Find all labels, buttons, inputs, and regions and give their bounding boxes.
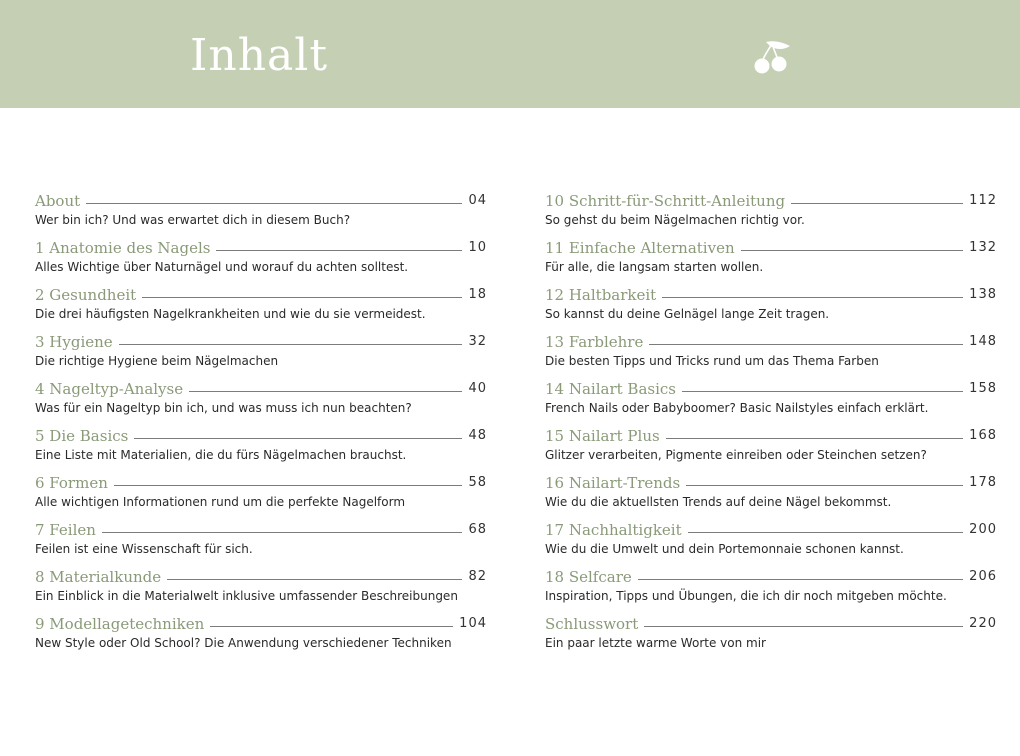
toc-entry-title: 10 Schritt-für-Schritt-Anleitung: [545, 192, 786, 210]
toc-entry-description: Ein paar letzte warme Worte von mir: [545, 636, 766, 650]
toc-entry-title: 3 Hygiene: [35, 333, 113, 351]
toc-entry-description: So kannst du deine Gelnägel lange Zeit tragen.: [545, 307, 830, 321]
toc-entry-about[interactable]: [35, 189, 487, 236]
toc-entry-title: Schlusswort: [545, 615, 639, 633]
toc-entry-description: Wie du die Umwelt und dein Portemonnaie schonen kannst.: [545, 542, 904, 556]
toc-entry-title: 9 Modellagetechniken: [35, 615, 205, 633]
toc-entry-title: 5 Die Basics: [35, 427, 129, 445]
toc-entry-9[interactable]: [35, 612, 487, 659]
toc-entry-page: 68: [468, 522, 487, 537]
leader-line: [102, 532, 463, 533]
toc-entry-title: 2 Gesundheit: [35, 286, 137, 304]
toc-entry-11[interactable]: [545, 236, 997, 283]
toc-entry-8[interactable]: [35, 565, 487, 612]
leader-line: [167, 579, 462, 580]
toc-entry-description: Alle wichtigen Informationen rund um die perfekte Nagelform: [35, 495, 406, 509]
leader-line: [644, 626, 963, 627]
toc-entry-page: 138: [969, 287, 997, 302]
toc-entry-page: 82: [468, 569, 487, 584]
toc-entry-description: New Style oder Old School? Die Anwendung verschiedener Techniken: [35, 636, 452, 650]
toc-entry-title: 7 Feilen: [35, 521, 96, 539]
toc-entry-page: 18: [468, 287, 487, 302]
toc-entry-schlusswort[interactable]: [545, 612, 997, 659]
toc-entry-page: 132: [969, 240, 997, 255]
toc-entry-title: 17 Nachhaltigkeit: [545, 521, 682, 539]
toc-entry-page: 40: [468, 381, 487, 396]
leader-line: [638, 579, 963, 580]
leader-line: [119, 344, 463, 345]
toc-entry-title: 11 Einfache Alternativen: [545, 239, 735, 257]
toc-right-column: [545, 189, 997, 659]
toc-entry-2[interactable]: [35, 283, 487, 330]
toc-entry-title: 12 Haltbarkeit: [545, 286, 657, 304]
toc-entry-description: Glitzer verarbeiten, Pigmente einreiben oder Steinchen setzen?: [545, 448, 927, 462]
toc-entry-description: Die richtige Hygiene beim Nägelmachen: [35, 354, 279, 368]
leader-line: [216, 250, 462, 251]
toc-entry-page: 148: [969, 334, 997, 349]
leader-line: [741, 250, 964, 251]
toc-entry-title: 6 Formen: [35, 474, 108, 492]
toc-entry-page: 04: [468, 193, 487, 208]
toc-entry-page: 48: [468, 428, 487, 443]
toc-entry-12[interactable]: [545, 283, 997, 330]
leader-line: [86, 203, 462, 204]
toc-entry-page: 200: [969, 522, 997, 537]
toc-entry-description: Eine Liste mit Materialien, die du fürs Nägelmachen brauchst.: [35, 448, 407, 462]
leader-line: [688, 532, 964, 533]
toc-entry-title: 8 Materialkunde: [35, 568, 162, 586]
leader-line: [666, 438, 963, 439]
toc-entry-description: Feilen ist eine Wissenschaft für sich.: [35, 542, 253, 556]
leader-line: [210, 626, 453, 627]
toc-entry-title: 16 Nailart-Trends: [545, 474, 681, 492]
leader-line: [189, 391, 462, 392]
toc-entry-page: 10: [468, 240, 487, 255]
toc-entry-title: 18 Selfcare: [545, 568, 632, 586]
toc-entry-6[interactable]: [35, 471, 487, 518]
toc-entry-4[interactable]: [35, 377, 487, 424]
toc-entry-description: French Nails oder Babyboomer? Basic Nailstyles einfach erklärt.: [545, 401, 929, 415]
toc-entry-title: 4 Nageltyp-Analyse: [35, 380, 184, 398]
toc-entry-description: Alles Wichtige über Naturnägel und worauf du achten solltest.: [35, 260, 409, 274]
toc-entry-description: Inspiration, Tipps und Übungen, die ich dir noch mitgeben möchte.: [545, 589, 947, 603]
toc-entry-page: 158: [969, 381, 997, 396]
toc-entry-15[interactable]: [545, 424, 997, 471]
toc-entry-18[interactable]: [545, 565, 997, 612]
toc-entry-13[interactable]: [545, 330, 997, 377]
toc-entry-description: Die besten Tipps und Tricks rund um das Thema Farben: [545, 354, 879, 368]
leader-line: [686, 485, 963, 486]
toc-entry-description: Wer bin ich? Und was erwartet dich in diesem Buch?: [35, 213, 351, 227]
header-band: [0, 0, 1020, 108]
page-title: Inhalt: [190, 30, 329, 81]
leader-line: [114, 485, 463, 486]
toc-entry-description: Was für ein Nageltyp bin ich, und was muss ich nun beachten?: [35, 401, 412, 415]
toc-left-column: [35, 189, 487, 659]
leader-line: [791, 203, 963, 204]
toc-entry-description: Wie du die aktuellsten Trends auf deine Nägel bekommst.: [545, 495, 892, 509]
toc-entry-1[interactable]: [35, 236, 487, 283]
leader-line: [682, 391, 963, 392]
toc-entry-description: Ein Einblick in die Materialwelt inklusive umfassender Beschreibungen: [35, 589, 458, 603]
toc-entry-title: 1 Anatomie des Nagels: [35, 239, 211, 257]
toc-entry-title: 13 Farblehre: [545, 333, 644, 351]
toc-entry-17[interactable]: [545, 518, 997, 565]
toc-entry-description: Die drei häufigsten Nagelkrankheiten und wie du sie vermeidest.: [35, 307, 426, 321]
toc-entry-page: 58: [468, 475, 487, 490]
toc-entry-page: 112: [969, 193, 997, 208]
toc-entry-title: 15 Nailart Plus: [545, 427, 660, 445]
toc-entry-14[interactable]: [545, 377, 997, 424]
toc-entry-page: 168: [969, 428, 997, 443]
toc-entry-16[interactable]: [545, 471, 997, 518]
leader-line: [662, 297, 963, 298]
toc-entry-title: About: [35, 192, 81, 210]
toc-entry-page: 104: [459, 616, 487, 631]
toc-entry-description: So gehst du beim Nägelmachen richtig vor.: [545, 213, 805, 227]
toc-entry-description: Für alle, die langsam starten wollen.: [545, 260, 764, 274]
cherry-icon: [752, 36, 794, 76]
leader-line: [134, 438, 462, 439]
toc-entry-7[interactable]: [35, 518, 487, 565]
toc-entry-page: 220: [969, 616, 997, 631]
toc-entry-page: 178: [969, 475, 997, 490]
toc-entry-3[interactable]: [35, 330, 487, 377]
toc-entry-page: 32: [468, 334, 487, 349]
toc-entry-10[interactable]: [545, 189, 997, 236]
toc-entry-page: 206: [969, 569, 997, 584]
toc-entry-5[interactable]: [35, 424, 487, 471]
leader-line: [649, 344, 963, 345]
leader-line: [142, 297, 462, 298]
toc-entry-title: 14 Nailart Basics: [545, 380, 676, 398]
